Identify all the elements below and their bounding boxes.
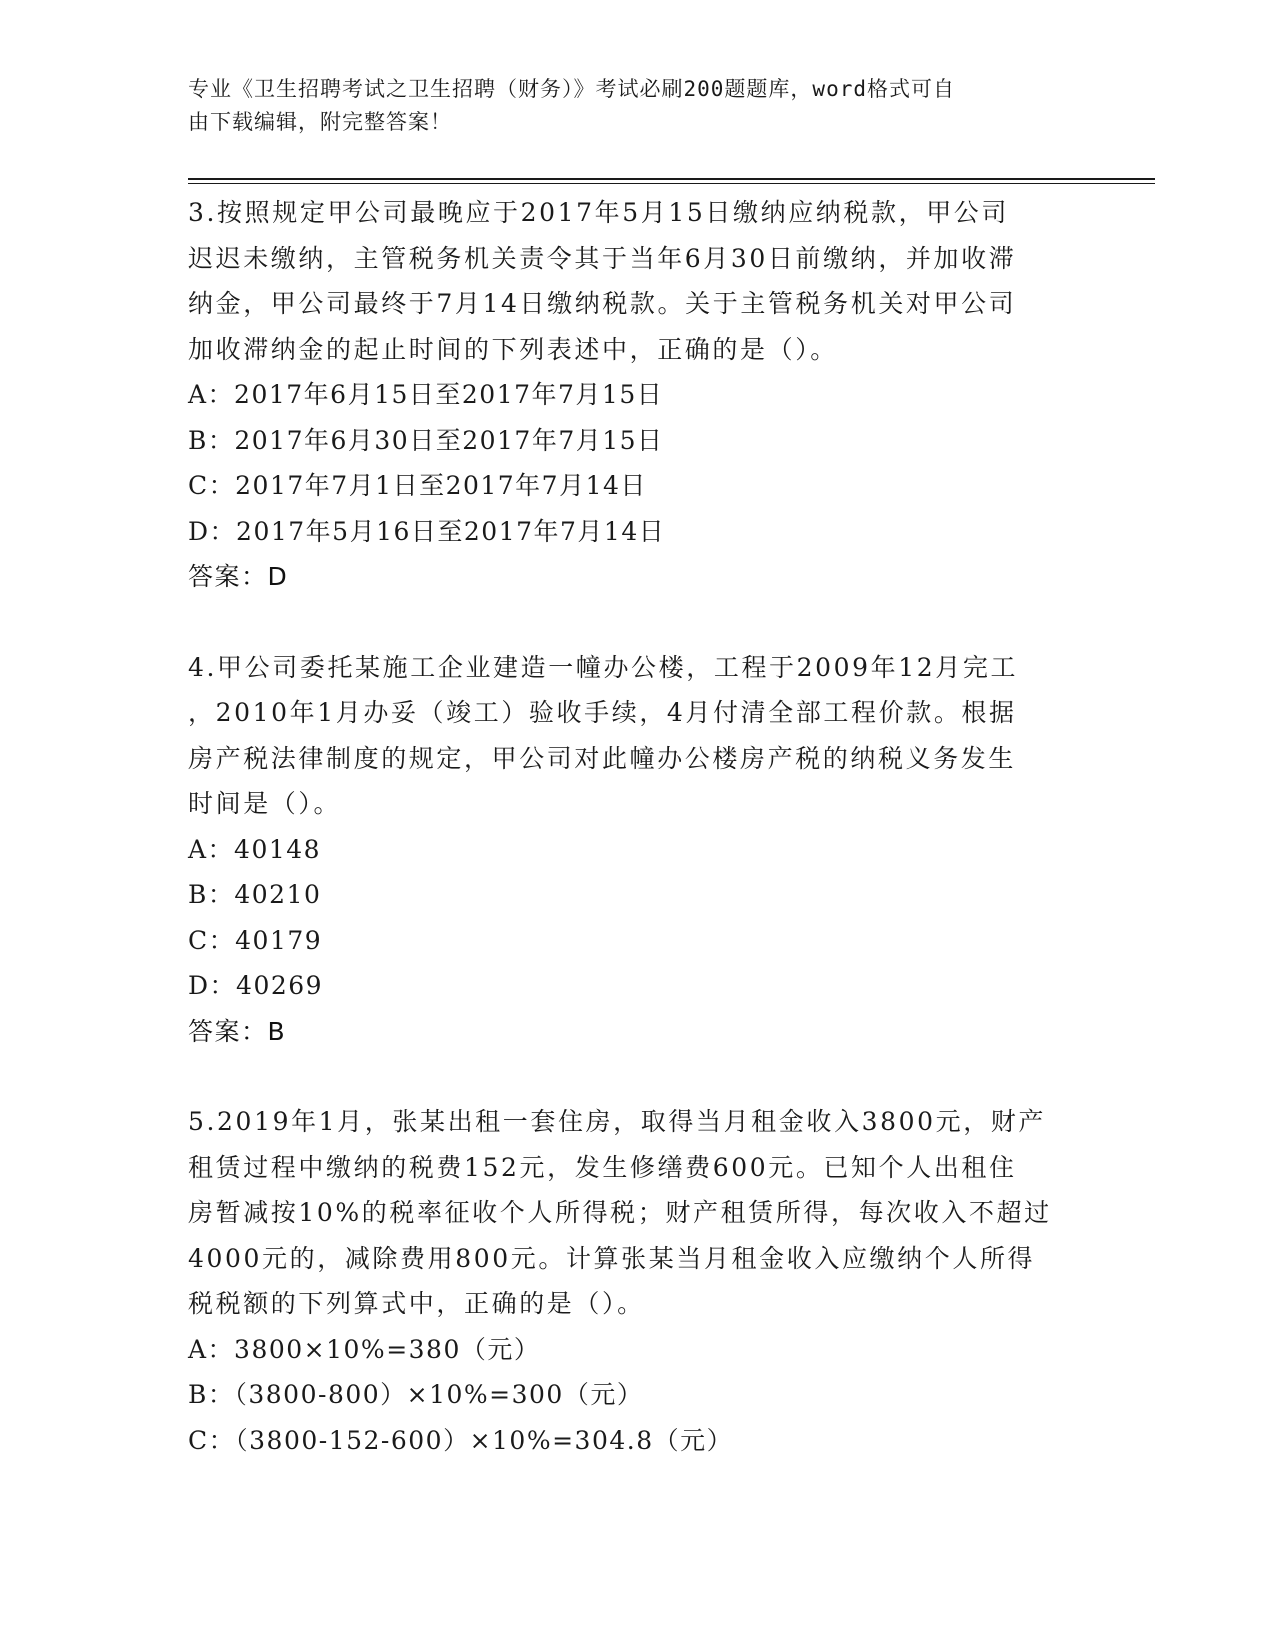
question-stem-line: ，2010年1月办妥（竣工）验收手续，4月付清全部工程价款。根据 bbox=[188, 698, 1017, 727]
header-divider-thick bbox=[188, 178, 1155, 180]
question-stem-line: 纳金，甲公司最终于7月14日缴纳税款。关于主管税务机关对甲公司 bbox=[188, 289, 1017, 318]
document-header bbox=[188, 73, 1068, 139]
question-stem-line: 时间是（）。 bbox=[188, 789, 342, 818]
option-b: B：2017年6月30日至2017年7月15日 bbox=[188, 425, 664, 455]
header-line-2: 由下载编辑，附完整答案！ bbox=[188, 110, 452, 134]
question-spacer bbox=[188, 1054, 1088, 1099]
question-stem-line: 加收滞纳金的起止时间的下列表述中，正确的是（）。 bbox=[188, 334, 838, 364]
question-stem-line: 4.甲公司委托某施工企业建造一幢办公楼，工程于2009年12月完工 bbox=[188, 652, 1019, 682]
question-stem-line: 4000元的，减除费用800元。计算张某当月租金收入应缴纳个人所得 bbox=[188, 1243, 1036, 1273]
option-a: A：40148 bbox=[188, 834, 322, 864]
option-c: C：（3800-152-600）×10%=304.8（元） bbox=[188, 1425, 734, 1455]
question-spacer bbox=[188, 600, 1088, 645]
option-a: A：2017年6月15日至2017年7月15日 bbox=[188, 380, 664, 409]
question-stem-line: 3.按照规定甲公司最晚应于2017年5月15日缴纳应纳税款，甲公司 bbox=[188, 198, 1009, 227]
question-list bbox=[188, 190, 1088, 1463]
question-stem-line: 5.2019年1月，张某出租一套住房，取得当月租金收入3800元，财产 bbox=[188, 1107, 1047, 1136]
question-stem-line: 迟迟未缴纳，主管税务机关责令其于当年6月30日前缴纳，并加收滞 bbox=[188, 243, 1017, 273]
question-5 bbox=[188, 1099, 1088, 1463]
option-d: D：2017年5月16日至2017年7月14日 bbox=[188, 516, 666, 546]
answer-line: 答案：B bbox=[188, 1016, 287, 1046]
answer-line: 答案：D bbox=[188, 562, 289, 591]
header-line-1: 专业《卫生招聘考试之卫生招聘（财务）》考试必刷200题题库，word格式可自 bbox=[188, 77, 955, 101]
question-stem-line: 房产税法律制度的规定，甲公司对此幢办公楼房产税的纳税义务发生 bbox=[188, 743, 1017, 773]
option-b: B：（3800-800）×10%=300（元） bbox=[188, 1380, 644, 1409]
option-a: A：3800×10%=380（元） bbox=[188, 1334, 541, 1364]
question-stem-line: 租赁过程中缴纳的税费152元，发生修缮费600元。已知个人出租住 bbox=[188, 1152, 1017, 1182]
option-d: D：40269 bbox=[188, 971, 324, 1000]
question-stem-line: 税税额的下列算式中，正确的是（）。 bbox=[188, 1289, 645, 1318]
header-divider-thin bbox=[188, 183, 1155, 184]
question-3 bbox=[188, 190, 1088, 600]
option-c: C：40179 bbox=[188, 925, 323, 955]
option-b: B：40210 bbox=[188, 880, 322, 909]
option-c: C：2017年7月1日至2017年7月14日 bbox=[188, 471, 647, 500]
question-stem-line: 房暂减按10%的税率征收个人所得税；财产租赁所得，每次收入不超过 bbox=[188, 1198, 1052, 1227]
question-4 bbox=[188, 645, 1088, 1055]
